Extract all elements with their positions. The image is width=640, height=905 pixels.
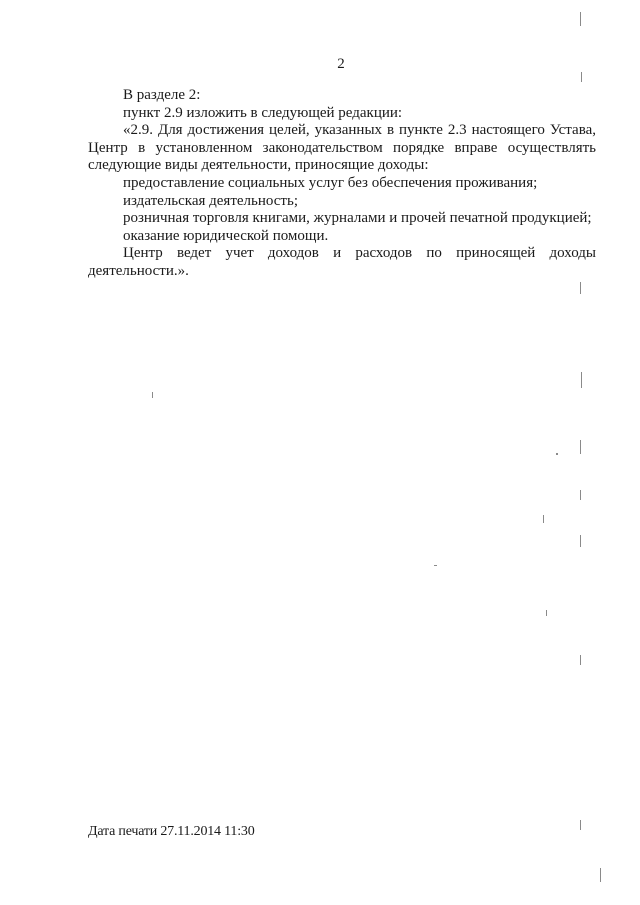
scan-artifact — [556, 453, 558, 455]
scan-artifact — [580, 490, 581, 500]
scan-artifact — [543, 515, 544, 523]
activity-item: издательская деятельность; — [123, 192, 298, 209]
amendment-intro: пункт 2.9 изложить в следующей редакции: — [123, 104, 403, 121]
scan-artifact — [580, 655, 581, 665]
scan-artifact — [546, 610, 547, 616]
accounting-clause: Центр ведет учет доходов и расходов по приносящей доходы деятельности.». — [88, 245, 596, 279]
scan-artifact — [580, 282, 581, 294]
scan-artifact — [580, 440, 581, 454]
document-body — [88, 87, 596, 281]
scan-artifact — [434, 565, 437, 566]
clause-2-9: «2.9. Для достижения целей, указанных в пункте 2.3 настоящего Устава, Центр в установленном законодательством порядке вправе осуществлять следующие виды деятельности, приносящие доходы: — [88, 122, 596, 174]
scan-artifact — [600, 868, 601, 882]
scan-artifact — [580, 535, 581, 547]
scan-artifact — [152, 392, 153, 398]
page-number: 2 — [337, 56, 345, 72]
activity-item: оказание юридической помощи. — [123, 227, 329, 244]
activity-item: предоставление социальных услуг без обеспечения проживания; — [123, 174, 538, 191]
activity-item: розничная торговля книгами, журналами и прочей печатной продукцией; — [123, 210, 592, 227]
scan-artifact — [580, 12, 581, 26]
print-date: Дата печати 27.11.2014 11:30 — [88, 824, 255, 839]
section-heading: В разделе 2: — [123, 87, 201, 103]
scan-artifact — [581, 372, 582, 388]
scan-artifact — [581, 72, 582, 82]
scan-artifact — [580, 820, 581, 830]
